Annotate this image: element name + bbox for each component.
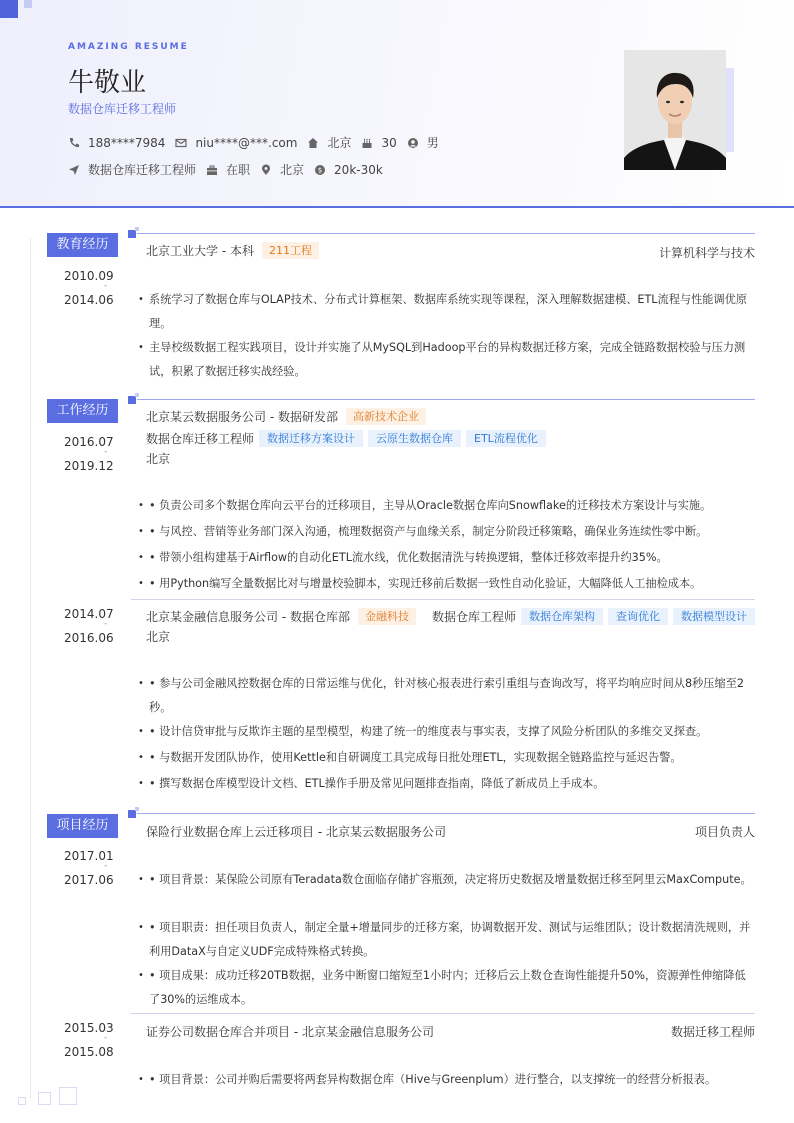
date-separator: - bbox=[104, 281, 108, 291]
resume-badge: AMAZING RESUME bbox=[68, 42, 189, 52]
status-text: 在职 bbox=[226, 163, 251, 177]
job2-bullet: • • 参与公司金融风控数据仓库的日常运维与优化，针对核心报表进行索引重组与查询改写，将平均响应时间从8秒压缩至2秒。 bbox=[138, 677, 744, 714]
section-marker-small bbox=[135, 807, 139, 811]
job1-role-row bbox=[146, 430, 546, 447]
proj1-name: 保险行业数据仓库上云迁移项目 - 北京某云数据服务公司 bbox=[146, 825, 446, 839]
candidate-name: 牛敬业 bbox=[68, 68, 147, 98]
intent-row bbox=[68, 161, 393, 178]
job2-role-row bbox=[432, 608, 755, 625]
proj1-start-date: 2017.01 bbox=[64, 849, 114, 863]
salary-item bbox=[314, 163, 383, 177]
proj2-name: 证券公司数据仓库合并项目 - 北京某金融信息服务公司 bbox=[146, 1025, 434, 1039]
job1-company-tag: 高新技术企业 bbox=[346, 408, 426, 425]
section-marker-small bbox=[135, 393, 139, 397]
phone-text: 188****7984 bbox=[88, 135, 166, 150]
edu-school-row bbox=[146, 242, 319, 259]
edu-tag: 211工程 bbox=[262, 242, 319, 259]
date-separator: - bbox=[104, 861, 108, 871]
proj1-end-date: 2017.06 bbox=[64, 873, 114, 887]
edu-end-date: 2014.06 bbox=[64, 293, 114, 307]
gender-icon bbox=[407, 137, 419, 149]
job2-end-date: 2016.06 bbox=[64, 631, 114, 645]
phone-icon bbox=[68, 137, 80, 149]
job2-company-tag: 金融科技 bbox=[358, 608, 416, 625]
job1-bullet: • • 带领小组构建基于Airflow的自动化ETL流水线，优化数据清洗与转换逻辑，整体迁移效率提升约35%。 bbox=[138, 551, 668, 564]
home-icon bbox=[307, 137, 319, 149]
svg-text:$: $ bbox=[317, 166, 323, 174]
email-item bbox=[175, 136, 297, 150]
city-item bbox=[307, 134, 351, 151]
proj1-role: 项目负责人 bbox=[694, 825, 755, 839]
resume-header bbox=[0, 0, 794, 208]
job1-end-date: 2019.12 bbox=[64, 459, 114, 473]
section-marker bbox=[128, 810, 136, 818]
section-marker bbox=[128, 230, 136, 238]
decor-square-small bbox=[24, 0, 32, 8]
money-icon bbox=[314, 164, 326, 176]
date-separator: - bbox=[104, 619, 108, 629]
age-item bbox=[361, 136, 396, 150]
city-text: 北京 bbox=[327, 136, 352, 150]
job2-start-date: 2014.07 bbox=[64, 607, 114, 621]
section-divider bbox=[137, 399, 755, 400]
section-divider bbox=[137, 813, 755, 814]
edu-bullet: • 系统学习了数据仓库与OLAP技术、分布式计算框架、数据库系统实现等课程，深入理解数据建模、ETL流程与性能调优原理。 bbox=[138, 293, 748, 330]
job1-skill-tag: ETL流程优化 bbox=[466, 430, 546, 447]
job2-bullet: • • 与数据开发团队协作，使用Kettle和自研调度工具完成每日批处理ETL，实现数据全链路监控与延迟告警。 bbox=[138, 751, 682, 764]
entry-divider bbox=[131, 599, 755, 600]
profile-photo bbox=[624, 50, 726, 170]
job2-skill-tag: 查询优化 bbox=[608, 608, 668, 625]
decor-square bbox=[0, 0, 18, 18]
proj1-bullet: • • 项目背景：某保险公司原有Teradata数仓面临存储扩容瓶颈，决定将历史数据及增量数据迁移至阿里云MaxCompute。 bbox=[138, 873, 752, 886]
section-projects-title: 项目经历 bbox=[47, 814, 118, 838]
cake-icon bbox=[361, 137, 373, 149]
job1-start-date: 2016.07 bbox=[64, 435, 114, 449]
edu-bullet: • 主导校级数据工程实践项目，设计并实施了从MySQL到Hadoop平台的异构数据迁移方案，完成全链路数据校验与压力测试，积累了数据迁移实战经验。 bbox=[138, 341, 746, 378]
email-text: niu****@***.com bbox=[195, 135, 298, 150]
target-job-text: 数据仓库迁移工程师 bbox=[88, 163, 197, 177]
job1-skill-tag: 云原生数据仓库 bbox=[368, 430, 461, 447]
section-education-title: 教育经历 bbox=[47, 233, 118, 257]
job2-skill-tag: 数据仓库架构 bbox=[521, 608, 603, 625]
entry-divider bbox=[131, 1013, 755, 1014]
section-marker bbox=[128, 396, 136, 404]
timeline-line bbox=[30, 238, 31, 1098]
target-city-text: 北京 bbox=[280, 163, 305, 177]
section-divider bbox=[137, 233, 755, 234]
target-job-item bbox=[68, 161, 196, 178]
proj2-end-date: 2015.08 bbox=[64, 1045, 114, 1059]
status-item bbox=[206, 161, 250, 178]
proj1-bullet: • • 项目职责：担任项目负责人，制定全量+增量同步的迁移方案，协调数据开发、测试与运维团队；设计数据清洗规则，并利用DataX与自定义UDF完成特殊格式转换。 bbox=[138, 921, 751, 958]
age-text: 30 bbox=[381, 135, 397, 150]
proj1-bullet: • • 项目成果：成功迁移20TB数据，业务中断窗口缩短至1小时内；迁移后云上数仓查询性能提升50%，资源弹性伸缩降低了30%的运维成本。 bbox=[138, 969, 746, 1006]
job1-bullet: • • 用Python编写全量数据比对与增量校验脚本，实现迁移前后数据一致性自动化验证，大幅降低人工抽检成本。 bbox=[138, 577, 702, 590]
decor-square bbox=[38, 1092, 51, 1105]
contact-row bbox=[68, 134, 449, 151]
phone-item bbox=[68, 136, 165, 150]
job1-skill-tag: 数据迁移方案设计 bbox=[259, 430, 363, 447]
proj2-role: 数据迁移工程师 bbox=[670, 1025, 755, 1039]
date-separator: - bbox=[104, 447, 108, 457]
gender-text: 男 bbox=[426, 136, 439, 150]
job1-city: 北京 bbox=[146, 452, 171, 466]
edu-major: 计算机科学与技术 bbox=[658, 246, 755, 260]
job1-bullet: • • 与风控、营销等业务部门深入沟通，梳理数据资产与血缘关系，制定分阶段迁移策略，确保业务连续性零中断。 bbox=[138, 525, 708, 538]
job1-bullet: • • 负责公司多个数据仓库向云平台的迁移项目，主导从Oracle数据仓库向Snowflake的迁移技术方案设计与实施。 bbox=[138, 499, 712, 512]
briefcase-icon bbox=[206, 164, 218, 176]
location-pin-icon bbox=[260, 164, 272, 176]
edu-start-date: 2010.09 bbox=[64, 269, 114, 283]
proj2-start-date: 2015.03 bbox=[64, 1021, 114, 1035]
job2-skill-tag: 数据模型设计 bbox=[673, 608, 755, 625]
send-icon bbox=[68, 164, 80, 176]
job2-company: 北京某金融信息服务公司 - 数据仓库部 bbox=[146, 610, 350, 624]
candidate-title: 数据仓库迁移工程师 bbox=[68, 102, 177, 116]
gender-item bbox=[407, 134, 439, 151]
decor-square bbox=[59, 1087, 77, 1105]
job2-company-row bbox=[146, 608, 416, 625]
job2-city: 北京 bbox=[146, 630, 171, 644]
date-separator: - bbox=[104, 1033, 108, 1043]
decor-square bbox=[18, 1097, 26, 1105]
job2-role: 数据仓库工程师 bbox=[431, 610, 516, 624]
job2-bullet: • • 设计信贷审批与反欺诈主题的星型模型，构建了统一的维度表与事实表，支撑了风险分析团队的多维交叉探查。 bbox=[138, 725, 708, 738]
salary-text: 20k-30k bbox=[334, 162, 383, 177]
job1-role: 数据仓库迁移工程师 bbox=[146, 432, 255, 446]
proj2-bullet: • • 项目背景：公司并购后需要将两套异构数据仓库（Hive与Greenplum）进行整合，以支撑统一的经营分析报表。 bbox=[138, 1073, 717, 1086]
mail-icon bbox=[175, 137, 187, 149]
section-work-title: 工作经历 bbox=[47, 399, 118, 423]
job1-company: 北京某云数据服务公司 - 数据研发部 bbox=[146, 410, 338, 424]
section-marker-small bbox=[135, 227, 139, 231]
job2-bullet: • • 撰写数据仓库模型设计文档、ETL操作手册及常见问题排查指南，降低了新成员上手成本。 bbox=[138, 777, 605, 790]
edu-school: 北京工业大学 - 本科 bbox=[146, 244, 254, 258]
target-city-item bbox=[260, 161, 304, 178]
job1-company-row bbox=[146, 408, 426, 425]
